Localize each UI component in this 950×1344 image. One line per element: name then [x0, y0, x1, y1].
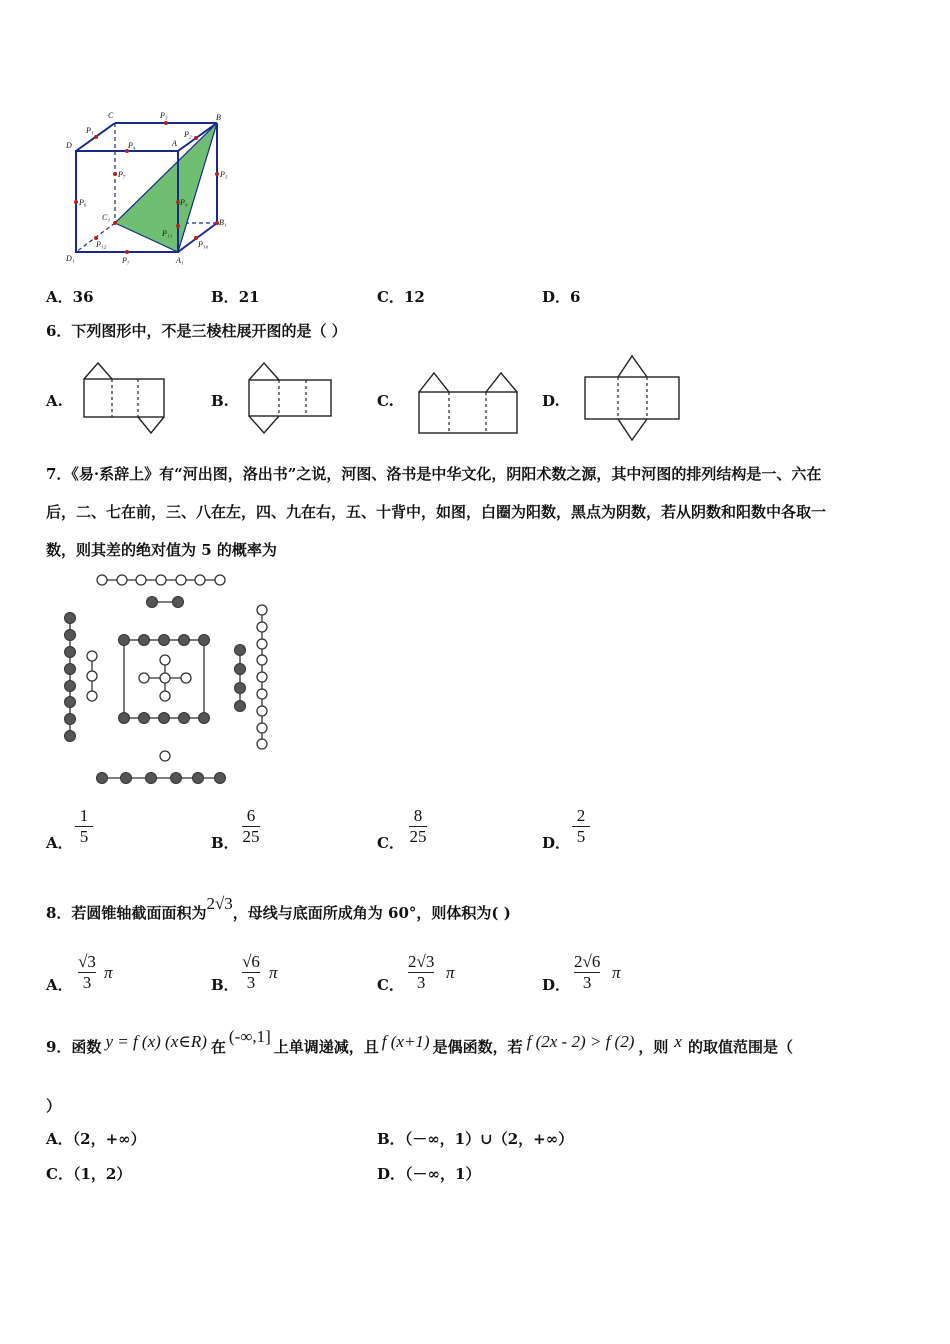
- q8-option-d-pi: π: [612, 963, 621, 982]
- q6-option-d[interactable]: D.: [542, 392, 560, 410]
- fig-label: P₃: [160, 111, 168, 120]
- q8-option-c[interactable]: C．: [377, 976, 404, 994]
- q7-option-a[interactable]: A．: [46, 834, 73, 852]
- fig-label: P₅: [220, 170, 228, 179]
- q8-option-b-pi: π: [269, 963, 278, 982]
- q6-option-a[interactable]: A.: [46, 392, 63, 410]
- q6-net-b: [246, 360, 336, 436]
- q7-stem-line3: 数，则其差的绝对值为 5 的概率为: [46, 541, 277, 559]
- q8-stem: 8．若圆锥轴截面面积为2√3，母线与底面所成角为 60°，则体积为( ): [46, 894, 511, 922]
- fig-label: P₉: [180, 198, 188, 207]
- hetu-diagram: [58, 570, 278, 790]
- fig-label: P₂: [184, 130, 192, 139]
- q9-option-d[interactable]: D．（－∞，1）: [377, 1165, 481, 1183]
- q6-option-b[interactable]: B.: [211, 392, 229, 410]
- q9-option-b[interactable]: B．（－∞，1）∪（2，+∞）: [377, 1130, 574, 1148]
- fig-label: D₁: [66, 254, 75, 263]
- q7-option-d-fraction: 2 5: [572, 806, 590, 847]
- q6-stem: 6．下列图形中，不是三棱柱展开图的是（ ）: [46, 322, 347, 340]
- q9-option-c[interactable]: C．（1，2）: [46, 1165, 132, 1183]
- q7-stem-line1: 7．《易·系辞上》有“河出图，洛出书”之说，河图、洛书是中华文化，阴阳术数之源，其中河图的排列结构是一、六在: [46, 465, 822, 483]
- fig-label: B₁: [219, 218, 227, 227]
- q8-option-a-fraction: √3 3: [78, 952, 96, 992]
- fig-label: P₄: [128, 141, 136, 150]
- q6-option-c[interactable]: C.: [377, 392, 394, 410]
- q7-option-b-fraction: 6 25: [242, 806, 260, 846]
- q7-option-a-fraction: 1 5: [75, 806, 93, 847]
- q8-option-a-pi: π: [104, 963, 113, 982]
- q5-option-d[interactable]: D．6: [542, 288, 581, 306]
- q8-option-d-fraction: 2√6 3: [574, 952, 601, 992]
- fig-label: P₁: [86, 126, 94, 135]
- q7-option-d[interactable]: D．: [542, 834, 571, 852]
- q9-stem-close: ）: [46, 1097, 62, 1115]
- fig-label: P₁₀: [198, 240, 209, 249]
- fig-label: P₇: [122, 256, 130, 265]
- fig-label: P₇: [118, 170, 126, 179]
- fig-label: A: [172, 139, 177, 148]
- q8-option-c-pi: π: [446, 963, 455, 982]
- q8-option-b-fraction: √6 3: [242, 952, 260, 992]
- q8-area: 2√3: [206, 894, 233, 913]
- q8-option-c-fraction: 2√3 3: [408, 952, 435, 992]
- q7-stem-line2: 后，二、七在前，三、八在左，四、九在右，五、十背中，如图，白圈为阳数，黑点为阴数，若从阴数和阳数中各取一: [46, 503, 827, 521]
- q5-option-b[interactable]: B．21: [211, 288, 260, 306]
- q9-stem: 9．函数 y = f (x) (x∈R) 在(-∞,1]上单调递减，且 f (x+1) 是偶函数，若 f (2x - 2) > f (2) ，则 x 的取值范围是（: [46, 1027, 793, 1056]
- q7-option-b[interactable]: B．: [211, 834, 239, 852]
- fig-label: P₁₁: [162, 229, 173, 238]
- q7-option-c-fraction: 8 25: [409, 806, 427, 846]
- fig-label: P₆: [79, 198, 87, 207]
- fig-label: B: [216, 113, 221, 122]
- q8-option-a[interactable]: A．: [46, 976, 73, 994]
- q6-net-d: [582, 354, 682, 442]
- fig-label: P₁₂: [96, 240, 107, 249]
- q7-option-c[interactable]: C．: [377, 834, 404, 852]
- q9-option-a[interactable]: A．（2，+∞）: [46, 1130, 146, 1148]
- fig-label: C₁: [102, 213, 111, 222]
- fig-label: D: [66, 141, 72, 150]
- q8-option-d[interactable]: D．: [542, 976, 571, 994]
- q6-net-a: [82, 360, 168, 436]
- fig-label: C: [108, 111, 114, 120]
- fig-label: A₁: [176, 256, 184, 265]
- q5-option-a[interactable]: A．36: [46, 288, 94, 306]
- q5-option-c[interactable]: C．12: [377, 288, 425, 306]
- q8-option-b[interactable]: B．: [211, 976, 239, 994]
- cube-figure: [60, 108, 240, 268]
- q6-net-c: [416, 370, 522, 436]
